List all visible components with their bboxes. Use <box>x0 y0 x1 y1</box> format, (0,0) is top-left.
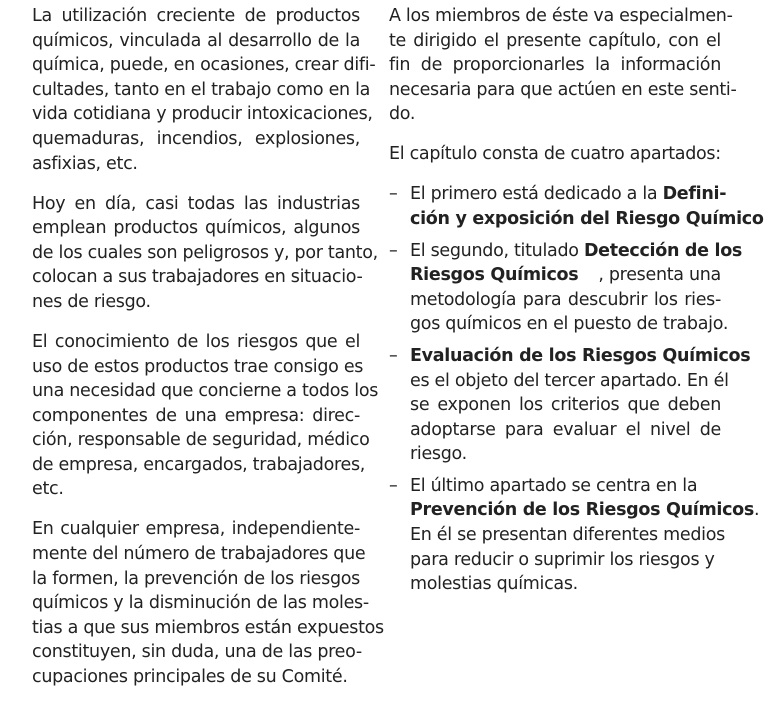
text-line: emplean productos químicos, algunos <box>32 218 360 239</box>
text-run: El último apartado se centra en la <box>410 475 698 496</box>
text-line: se exponen los criterios que deben <box>410 395 721 416</box>
text-line: El conocimiento de los riesgos que el <box>32 331 360 352</box>
paragraph-members <box>389 4 737 127</box>
text-line: A los miembros de éste va especialmen- <box>389 6 733 26</box>
text-line: nes de riesgo. <box>32 291 151 312</box>
text-line <box>389 182 727 207</box>
text-line: adoptarse para evaluar el nivel de <box>410 419 721 440</box>
dash-bullet: – <box>389 475 398 496</box>
text-line: fin de proporcionarles la información <box>389 55 721 76</box>
text-line <box>389 474 721 499</box>
text-line: química, puede, en ocasiones, crear difi- <box>32 55 376 76</box>
text-line: gos químicos en el puesto de trabajo. <box>410 314 729 335</box>
text-line: cupaciones principales de su Comité. <box>32 667 348 688</box>
list-item <box>389 182 764 231</box>
text-line: etc. <box>32 479 64 500</box>
text-line: ción, responsable de seguridad, médico <box>32 430 370 451</box>
text-line: es el objeto del tercer apartado. En él <box>410 370 729 391</box>
text-line: tias a que sus miembros están expuestos <box>32 617 384 638</box>
dash-bullet: – <box>389 345 398 366</box>
text-line: de empresa, encargados, trabajadores, <box>32 454 366 475</box>
text-line: químicos y la disminución de las moles- <box>32 593 369 614</box>
text-line: La utilización creciente de productos <box>32 6 360 26</box>
list-item <box>389 344 751 467</box>
text-line: constituyen, sin duda, una de las preo- <box>32 642 362 663</box>
text-line: riesgo. <box>410 444 467 465</box>
text-line: asfixias, etc. <box>32 153 138 174</box>
text-line: mente del número de trabajadores que <box>32 544 366 565</box>
text-line: necesaria para que actúen en este senti- <box>389 79 737 100</box>
text-line <box>389 207 764 232</box>
text-line: químicos, vinculada al desarrollo de la <box>32 30 360 51</box>
bold-term: Prevención de los Riesgos Químicos <box>410 500 755 521</box>
text-line: do. <box>389 104 416 125</box>
dash-bullet: – <box>389 184 398 205</box>
text-line: una necesidad que concierne a todos los <box>32 381 379 402</box>
text-line <box>389 263 721 288</box>
text-run: El segundo, titulado <box>410 240 584 261</box>
text-line: componentes de una empresa: direc- <box>32 405 360 426</box>
paragraph-knowledge <box>32 330 379 502</box>
paragraph-prevention <box>32 517 384 689</box>
text-line <box>389 344 751 369</box>
chapter-structure-lead: El capítulo consta de cuatro apartados: <box>389 144 721 165</box>
dash-bullet: – <box>389 240 398 261</box>
text-line: de los cuales son peligrosos y, por tanto, <box>32 242 378 263</box>
text-line: la formen, la prevención de los riesgos <box>32 568 360 589</box>
bold-term: Defini- <box>662 184 727 205</box>
text-line <box>389 239 743 264</box>
bold-term: ción y exposición del Riesgo Químico <box>410 208 764 229</box>
text-line: para reducir o suprimir los riesgos y <box>410 549 715 570</box>
text-run: El primero está dedicado a la <box>410 184 663 205</box>
text-line: colocan a sus trabajadores en situacio- <box>32 267 363 288</box>
text-line <box>389 498 760 523</box>
text-run: , presenta una <box>598 265 721 286</box>
paragraph-intro <box>32 4 376 176</box>
text-line: quemaduras, incendios, explosiones, <box>32 128 360 149</box>
text-run: . <box>754 500 760 521</box>
list-item <box>389 239 743 337</box>
text-line: metodología para descubrir los ries- <box>410 289 721 310</box>
text-line: uso de estos productos trae consigo es <box>32 356 364 377</box>
text-line: En él se presentan diferentes medios <box>410 525 725 546</box>
left-column <box>32 4 384 690</box>
right-column <box>389 4 764 597</box>
list-item <box>389 474 760 597</box>
text-line: En cualquier empresa, independiente- <box>32 519 360 540</box>
bold-term: Detección de los <box>583 240 743 261</box>
bold-term: Evaluación de los Riesgos Químicos <box>410 345 751 366</box>
text-line: te dirigido el presente capítulo, con el <box>389 30 721 51</box>
text-line: vida cotidiana y producir intoxicaciones, <box>32 104 373 125</box>
text-line: molestias químicas. <box>410 574 578 595</box>
bold-term: Riesgos Químicos <box>410 265 579 286</box>
text-line: Hoy en día, casi todas las industrias <box>32 193 360 214</box>
paragraph-industries <box>32 192 378 315</box>
text-line: cultades, tanto en el trabajo como en la <box>32 79 371 100</box>
